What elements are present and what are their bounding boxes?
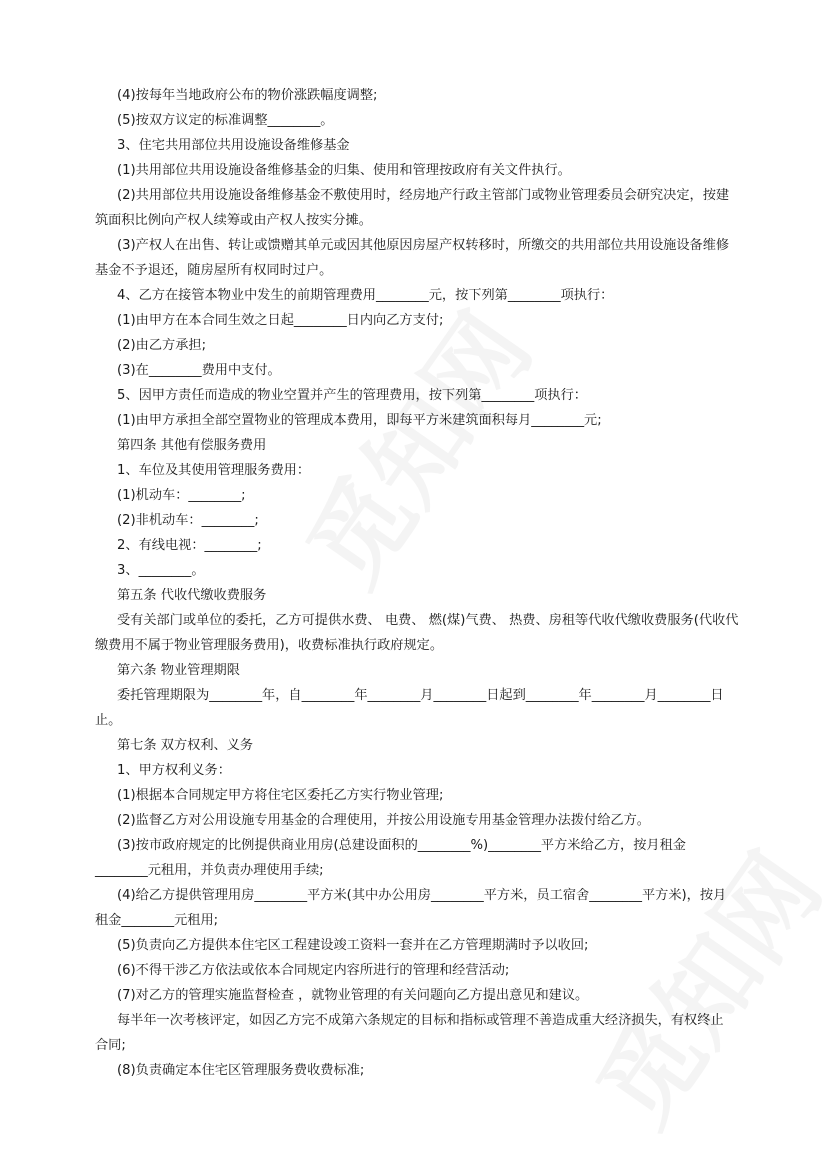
document-line: 第六条 物业管理期限 [117,663,240,678]
document-line: (4)按每年当地政府公布的物价涨跌幅度调整; [117,88,378,103]
document-line: 1、甲方权利义务： [117,763,231,778]
document-line: (5)按双方议定的标准调整________。 [117,113,334,128]
document-line: (1)共用部位共用设施设备维修基金的归集、使用和管理按政府有关文件执行。 [117,163,571,178]
document-line: 第七条 双方权利、义务 [117,738,254,753]
document-line: (7)对乙方的管理实施监督检查 ，就物业管理的有关问题向乙方提出意见和建议。 [117,988,589,1003]
document-line: 5、因甲方责任而造成的物业空置并产生的管理费用，按下列第________项执行： [117,388,587,403]
document-line: (2)共用部位共用设施设备维修基金不敷使用时，经房地产行政主管部门或物业管理委员会研究决定，按建 [117,188,730,203]
document-line: (6)不得干涉乙方依法或依本合同规定内容所进行的管理和经营活动; [117,963,510,978]
document-body [95,83,745,1083]
document-line: (1)由甲方在本合同生效之日起________日内向乙方支付; [117,313,444,328]
document-line: 1、车位及其使用管理服务费用： [117,463,311,478]
document-line: 第五条 代收代缴收费服务 [117,588,267,603]
document-line: 3、住宅共用部位共用设施设备维修基金 [117,138,350,153]
document-line: (3)按市政府规定的比例提供商业用房(总建设面积的________%)________平方米给乙方，按月租金 [117,838,686,853]
document-line: 筑面积比例向产权人续筹或由产权人按实分摊。 [95,213,372,228]
document-line: 4、乙方在接管本物业中发生的前期管理费用________元，按下列第________项执行： [117,288,614,303]
document-line: (1)由甲方承担全部空置物业的管理成本费用，即每平方米建筑面积每月________元; [117,413,602,428]
document-line: 2、有线电视：________; [117,538,262,553]
document-line: 止。 [95,713,122,728]
document-line: (4)给乙方提供管理用房________平方米(其中办公用房________平方米，员工宿舍________平方米)，按月 [117,888,727,903]
document-line: 委托管理期限为________年，自________年________月________日起到________年________月________日 [117,688,724,703]
document-line: (2)监督乙方对公用设施专用基金的合理使用，并按公用设施专用基金管理办法拨付给乙方。 [117,813,650,828]
document-line: 合同; [95,1038,126,1053]
document-line: (1)根据本合同规定甲方将住宅区委托乙方实行物业管理; [117,788,444,803]
document-line: (1)机动车：________; [117,488,246,503]
document-line: 租金________元租用; [95,913,219,928]
document-line: (3)产权人在出售、转让或馈赠其单元或因其他原因房屋产权转移时，所缴交的共用部位共用设施设备维修 [117,238,730,253]
document-line: (8)负责确定本住宅区管理服务费收费标准; [117,1063,365,1078]
document-line: (2)由乙方承担; [117,338,207,353]
document-line: (5)负责向乙方提供本住宅区工程建设竣工资料一套并在乙方管理期满时予以收回; [117,938,589,953]
document-line: 每半年一次考核评定，如因乙方完不成第六条规定的目标和指标或管理不善造成重大经济损失，有权终止 [117,1013,724,1028]
document-line: ________元租用，并负责办理使用手续; [95,863,324,878]
document-line: 缴费用不属于物业管理服务费用)，收费标准执行政府规定。 [95,638,444,653]
document-line: 第四条 其他有偿服务费用 [117,438,267,453]
document-line: (3)在________费用中支付。 [117,363,281,378]
document-line: 受有关部门或单位的委托，乙方可提供水费、 电费、 燃(煤)气费、 热费、房租等代收代缴收费服务(代收代 [117,613,739,628]
document-line: 基金不予退还，随房屋所有权同时过户。 [95,263,333,278]
document-line: 3、________。 [117,563,205,578]
document-line: (2)非机动车：________; [117,513,259,528]
